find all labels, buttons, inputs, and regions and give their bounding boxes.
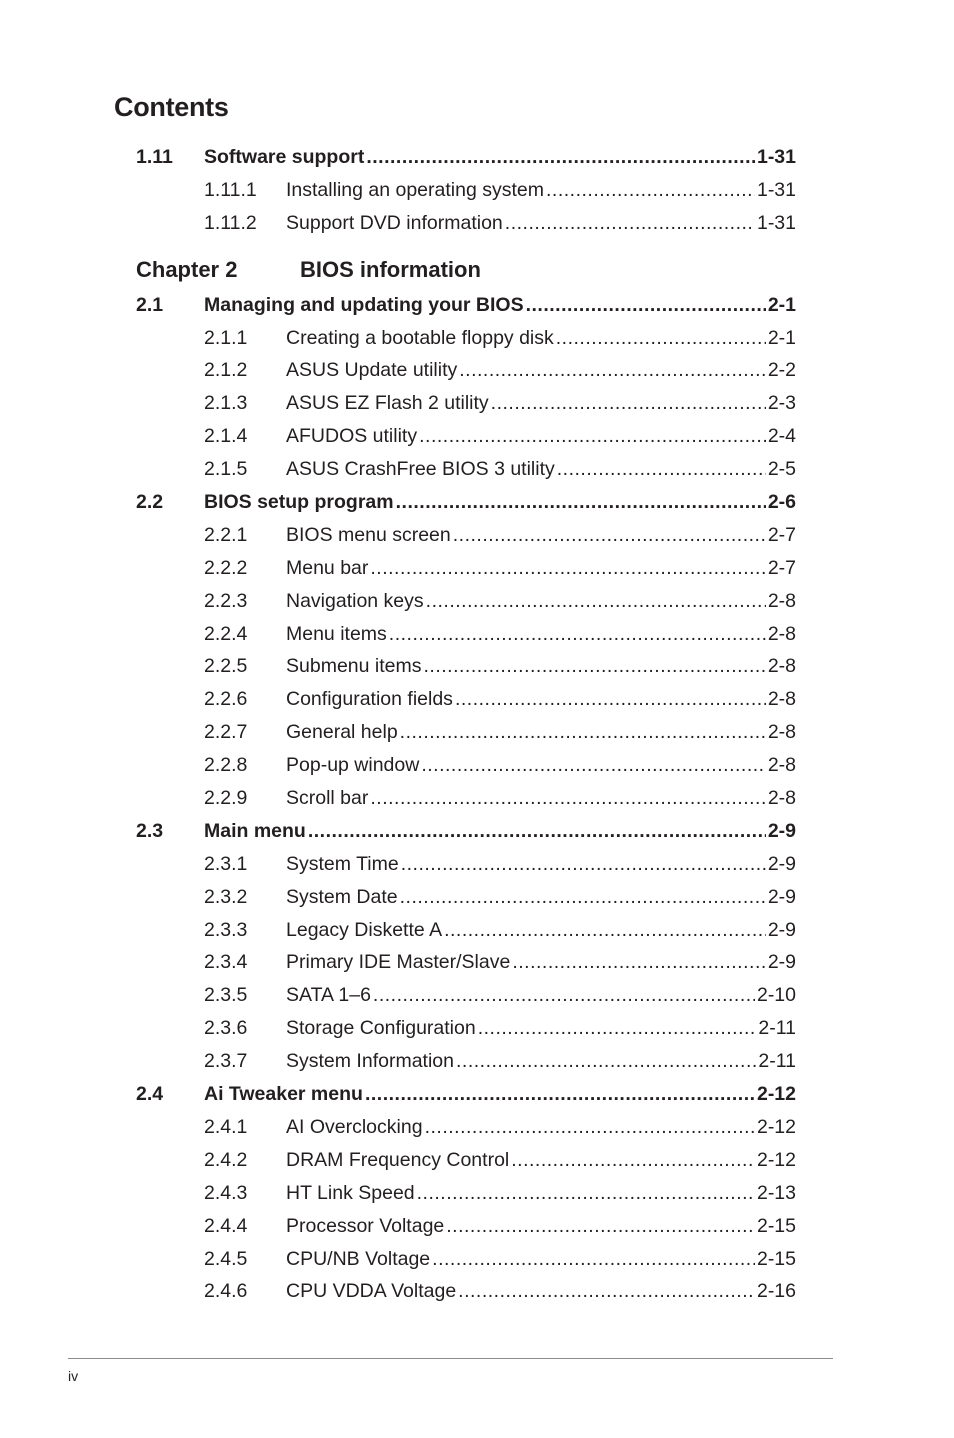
toc-subsection-entry[interactable] (136, 585, 796, 618)
dot-leader (389, 618, 766, 651)
toc-entry-body (286, 749, 796, 782)
toc-entry-body (286, 618, 796, 651)
footer-divider (68, 1358, 833, 1359)
toc-entry-page: 1-31 (756, 146, 796, 168)
toc-subsection-entry[interactable] (136, 683, 796, 716)
dot-leader (417, 1177, 755, 1210)
toc-entry-title: BIOS setup program (204, 491, 394, 514)
dot-leader (396, 486, 766, 519)
toc-entry-number: 2.2 (136, 491, 164, 514)
toc-entry-page: 2-11 (758, 1017, 796, 1040)
toc-entry-body (286, 782, 796, 815)
toc-entry-title: Managing and updating your BIOS (204, 293, 524, 316)
toc-entry-body (286, 650, 796, 683)
toc-subsection-entry[interactable] (136, 354, 796, 387)
toc-entry-title: CPU/NB Voltage (286, 1247, 431, 1270)
toc-entry-body (286, 683, 796, 716)
dot-leader (446, 1210, 755, 1243)
table-of-contents (136, 141, 796, 1308)
toc-entry-title: Software support (204, 146, 365, 168)
toc-entry-number: 1.11.2 (204, 211, 257, 234)
toc-entry-page: 2-15 (756, 1214, 796, 1237)
toc-entry-number: 1.11.1 (204, 178, 257, 201)
toc-entry-number: 2.4 (136, 1083, 164, 1106)
toc-entry-body (286, 1210, 796, 1243)
dot-leader (423, 650, 765, 683)
toc-subsection-entry[interactable] (136, 552, 796, 585)
toc-entry-number: 2.2.5 (204, 655, 248, 678)
toc-section-entry[interactable] (136, 486, 796, 519)
dot-leader (455, 683, 766, 716)
toc-entry-number: 2.3 (136, 819, 164, 842)
toc-entry-page: 2-1 (767, 326, 796, 349)
toc-entry-number: 2.1 (136, 293, 164, 316)
dot-leader (478, 1012, 757, 1045)
toc-entry-number: 2.4.4 (204, 1214, 248, 1237)
toc-entry-page: 2-6 (767, 491, 796, 514)
toc-entry-number: 2.1.4 (204, 425, 248, 448)
toc-entry-title: Creating a bootable floppy disk (286, 326, 554, 349)
dot-leader (512, 946, 766, 979)
toc-entry-title: Configuration fields (286, 688, 453, 711)
toc-entry-title: Main menu (204, 819, 306, 842)
toc-subsection-entry[interactable] (136, 782, 796, 815)
toc-entry-body (286, 174, 796, 207)
toc-entry-title: AI Overclocking (286, 1115, 423, 1138)
toc-entry-number: 2.1.5 (204, 458, 248, 481)
toc-entry-body (286, 519, 796, 552)
toc-entry-page: 2-7 (767, 556, 796, 579)
dot-leader (400, 881, 766, 914)
toc-subsection-entry[interactable] (136, 1210, 796, 1243)
toc-entry-body (286, 914, 796, 947)
page-title: Contents (114, 92, 229, 122)
dot-leader (459, 354, 766, 387)
toc-entry-title: ASUS CrashFree BIOS 3 utility (286, 458, 555, 481)
toc-entry-page: 1-31 (756, 178, 796, 201)
toc-section-entry[interactable] (136, 815, 796, 848)
toc-entry-page: 2-8 (767, 787, 796, 810)
toc-entry-page: 2-12 (756, 1115, 796, 1138)
toc-entry-page: 2-8 (767, 622, 796, 645)
toc-entry-number: 2.2.2 (204, 556, 248, 579)
chapter-title: BIOS information (300, 256, 481, 282)
toc-entry-title: ASUS EZ Flash 2 utility (286, 392, 489, 415)
toc-entry-title: Menu bar (286, 556, 369, 579)
toc-entry-number: 2.3.2 (204, 885, 248, 908)
toc-entry-body (286, 1144, 796, 1177)
toc-section-entry[interactable] (136, 141, 796, 174)
toc-subsection-entry[interactable] (136, 650, 796, 683)
toc-entry-number: 2.1.3 (204, 392, 248, 415)
dot-leader (426, 585, 766, 618)
toc-entry-title: HT Link Speed (286, 1181, 415, 1204)
toc-entry-title: Primary IDE Master/Slave (286, 951, 511, 974)
toc-entry-page: 2-9 (767, 819, 796, 842)
toc-subsection-entry[interactable] (136, 749, 796, 782)
toc-entry-title: Support DVD information (286, 211, 503, 234)
toc-entry-title: System Date (286, 885, 398, 908)
toc-entry-body (204, 1078, 796, 1111)
toc-entry-body (286, 387, 796, 420)
toc-entry-number: 2.4.1 (204, 1115, 248, 1138)
toc-entry-page: 2-15 (756, 1247, 796, 1270)
toc-entry-title: Menu items (286, 622, 387, 645)
chapter-heading (136, 240, 796, 289)
toc-entry-number: 2.1.1 (204, 326, 248, 349)
toc-subsection-entry[interactable] (136, 1275, 796, 1308)
toc-entry-page: 2-8 (767, 754, 796, 777)
dot-leader (526, 289, 766, 322)
dot-leader (505, 207, 755, 240)
dot-leader (308, 815, 766, 848)
toc-subsection-entry[interactable] (136, 174, 796, 207)
toc-entry-page: 1-31 (756, 211, 796, 234)
toc-entry-title: Legacy Diskette A (286, 918, 443, 941)
toc-entry-title: System Time (286, 852, 399, 875)
toc-subsection-entry[interactable] (136, 1243, 796, 1276)
toc-entry-body (286, 1177, 796, 1210)
toc-entry-title: Navigation keys (286, 589, 424, 612)
toc-entry-page: 2-11 (758, 1050, 796, 1073)
toc-entry-number: 2.4.3 (204, 1181, 248, 1204)
toc-entry-body (286, 1275, 796, 1308)
toc-entry-body (286, 552, 796, 585)
dot-leader (491, 387, 766, 420)
dot-leader (401, 848, 766, 881)
toc-entry-page: 2-9 (767, 951, 796, 974)
toc-entry-body (286, 354, 796, 387)
toc-entry-title: DRAM Frequency Control (286, 1148, 510, 1171)
toc-subsection-entry[interactable] (136, 207, 796, 240)
dot-leader (373, 979, 755, 1012)
toc-entry-body (204, 289, 796, 322)
toc-entry-page: 2-8 (767, 655, 796, 678)
toc-entry-title: ASUS Update utility (286, 359, 458, 382)
toc-entry-page: 2-8 (767, 589, 796, 612)
toc-group-chapter-1-tail (136, 141, 796, 240)
toc-entry-title: General help (286, 721, 398, 744)
toc-subsection-entry[interactable] (136, 387, 796, 420)
dot-leader (365, 1078, 755, 1111)
toc-section-entry[interactable] (136, 289, 796, 322)
toc-subsection-entry[interactable] (136, 979, 796, 1012)
dot-leader (546, 174, 755, 207)
toc-entry-number: 2.3.5 (204, 984, 248, 1007)
dot-leader (456, 1045, 756, 1078)
dot-leader (557, 453, 766, 486)
toc-entry-body (204, 486, 796, 519)
toc-entry-page: 2-4 (767, 425, 796, 448)
toc-entry-page: 2-7 (767, 523, 796, 546)
toc-entry-body (286, 207, 796, 240)
toc-entry-body (286, 1045, 796, 1078)
toc-entry-body (286, 585, 796, 618)
toc-entry-number: 2.4.6 (204, 1280, 248, 1303)
toc-entry-page: 2-2 (767, 359, 796, 382)
toc-entry-page: 2-9 (767, 918, 796, 941)
dot-leader (366, 141, 755, 174)
toc-entry-page: 2-5 (767, 458, 796, 481)
toc-entry-body (286, 420, 796, 453)
toc-entry-page: 2-8 (767, 688, 796, 711)
dot-leader (400, 716, 766, 749)
toc-entry-title: Processor Voltage (286, 1214, 445, 1237)
toc-entry-title: Pop-up window (286, 754, 420, 777)
footer-page-number: iv (68, 1368, 79, 1384)
toc-subsection-entry[interactable] (136, 519, 796, 552)
dot-leader (421, 749, 765, 782)
toc-entry-body (286, 716, 796, 749)
toc-entry-page: 2-12 (756, 1148, 796, 1171)
toc-entry-body (286, 1012, 796, 1045)
toc-entry-number: 2.2.9 (204, 787, 248, 810)
toc-subsection-entry[interactable] (136, 914, 796, 947)
toc-entry-number: 2.2.3 (204, 589, 248, 612)
toc-subsection-entry[interactable] (136, 1012, 796, 1045)
toc-entry-number: 2.2.1 (204, 523, 248, 546)
dot-leader (458, 1275, 755, 1308)
toc-entry-page: 2-9 (767, 885, 796, 908)
toc-entry-number: 2.2.6 (204, 688, 248, 711)
toc-entry-title: BIOS menu screen (286, 523, 451, 546)
toc-subsection-entry[interactable] (136, 453, 796, 486)
toc-entry-number: 2.2.8 (204, 754, 248, 777)
toc-entry-body (286, 1243, 796, 1276)
toc-entry-page: 2-8 (767, 721, 796, 744)
toc-entry-page: 2-10 (756, 984, 796, 1007)
toc-entry-number: 2.4.2 (204, 1148, 248, 1171)
toc-entry-page: 2-16 (756, 1280, 796, 1303)
toc-group-chapter-2 (136, 289, 796, 1309)
dot-leader (425, 1111, 755, 1144)
toc-entry-title: Storage Configuration (286, 1017, 476, 1040)
toc-entry-body (204, 815, 796, 848)
toc-entry-title: SATA 1–6 (286, 984, 371, 1007)
dot-leader (444, 914, 766, 947)
toc-entry-number: 1.11 (136, 146, 173, 168)
toc-entry-number: 2.3.7 (204, 1050, 248, 1073)
toc-subsection-entry[interactable] (136, 420, 796, 453)
dot-leader (556, 322, 766, 355)
toc-subsection-entry[interactable] (136, 1045, 796, 1078)
toc-entry-body (286, 881, 796, 914)
toc-subsection-entry[interactable] (136, 1144, 796, 1177)
toc-subsection-entry[interactable] (136, 618, 796, 651)
toc-entry-body (286, 979, 796, 1012)
toc-entry-title: AFUDOS utility (286, 425, 418, 448)
toc-entry-body (286, 1111, 796, 1144)
toc-entry-title: Ai Tweaker menu (204, 1083, 363, 1106)
dot-leader (511, 1144, 755, 1177)
toc-entry-number: 2.1.2 (204, 359, 248, 382)
toc-entry-body (286, 322, 796, 355)
toc-entry-page: 2-9 (767, 852, 796, 875)
toc-entry-title: Submenu items (286, 655, 422, 678)
toc-entry-number: 2.2.7 (204, 721, 248, 744)
toc-entry-title: CPU VDDA Voltage (286, 1280, 457, 1303)
dot-leader (432, 1243, 755, 1276)
toc-entry-title: Installing an operating system (286, 178, 544, 201)
dot-leader (453, 519, 766, 552)
toc-entry-number: 2.2.4 (204, 622, 248, 645)
toc-subsection-entry[interactable] (136, 881, 796, 914)
toc-subsection-entry[interactable] (136, 322, 796, 355)
toc-entry-number: 2.3.6 (204, 1017, 248, 1040)
toc-entry-title: Scroll bar (286, 787, 369, 810)
toc-entry-body (286, 848, 796, 881)
toc-entry-title: System Information (286, 1050, 454, 1073)
toc-entry-page: 2-1 (767, 293, 796, 316)
toc-entry-number: 2.3.4 (204, 951, 248, 974)
dot-leader (370, 782, 765, 815)
toc-entry-number: 2.3.1 (204, 852, 248, 875)
toc-entry-number: 2.4.5 (204, 1247, 248, 1270)
toc-subsection-entry[interactable] (136, 1111, 796, 1144)
toc-subsection-entry[interactable] (136, 716, 796, 749)
toc-subsection-entry[interactable] (136, 946, 796, 979)
toc-entry-page: 2-13 (756, 1181, 796, 1204)
toc-subsection-entry[interactable] (136, 848, 796, 881)
toc-section-entry[interactable] (136, 1078, 796, 1111)
toc-subsection-entry[interactable] (136, 1177, 796, 1210)
toc-entry-body (286, 453, 796, 486)
dot-leader (370, 552, 765, 585)
toc-entry-body (286, 946, 796, 979)
toc-entry-number: 2.3.3 (204, 918, 248, 941)
toc-entry-body (204, 141, 796, 174)
toc-entry-page: 2-3 (767, 392, 796, 415)
toc-entry-page: 2-12 (756, 1083, 796, 1106)
dot-leader (419, 420, 766, 453)
chapter-label: Chapter 2 (136, 256, 238, 282)
